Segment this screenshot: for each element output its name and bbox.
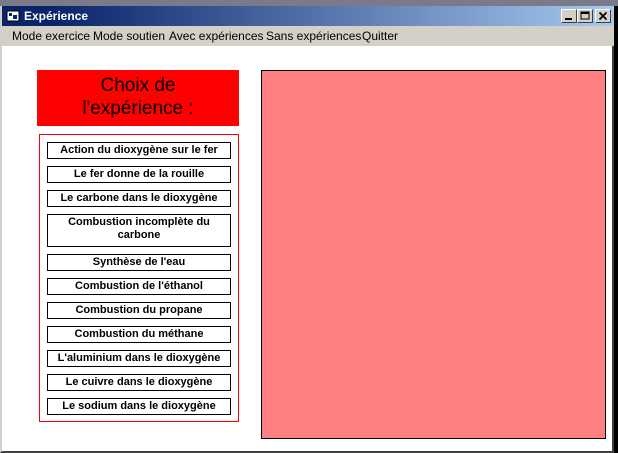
experiment-button-combustion-propane[interactable]: Combustion du propane <box>47 302 231 319</box>
menu-mode-exercice[interactable]: Mode exercice <box>12 29 91 43</box>
experiment-button-dioxygene-fer[interactable]: Action du dioxygène sur le fer <box>47 142 231 159</box>
title-bar[interactable] <box>2 6 614 26</box>
minimize-button[interactable] <box>561 9 577 23</box>
experiment-button-fer-rouille[interactable]: Le fer donne de la rouille <box>47 166 231 183</box>
window-title: Expérience <box>24 9 89 23</box>
header-line-1: Choix de <box>100 75 176 96</box>
experiment-button-synthese-eau[interactable]: Synthèse de l'eau <box>47 254 231 271</box>
experiment-button-cuivre-dioxygene[interactable]: Le cuivre dans le dioxygène <box>47 374 231 391</box>
experiment-button-combustion-ethanol[interactable]: Combustion de l'éthanol <box>47 278 231 295</box>
app-window <box>0 6 614 453</box>
app-icon <box>6 9 20 23</box>
minimize-icon <box>562 10 576 22</box>
experiment-choice-header <box>37 70 239 126</box>
maximize-icon <box>578 10 592 22</box>
menu-avec-experiences[interactable]: Avec expériences <box>169 29 264 43</box>
experiment-display-area <box>261 70 606 439</box>
experiment-button-aluminium-dioxygene[interactable]: L'aluminium dans le dioxygène <box>47 350 231 367</box>
close-icon <box>596 10 610 22</box>
experiment-button-carbone-dioxygene[interactable]: Le carbone dans le dioxygène <box>47 190 231 207</box>
menu-sans-experiences[interactable]: Sans expériences <box>266 29 362 43</box>
experiment-list <box>39 134 239 422</box>
experiment-button-combustion-incomplete[interactable]: Combustion incomplète du carbone <box>47 214 231 247</box>
header-line-2: l'expérience : <box>82 98 194 119</box>
experiment-button-combustion-methane[interactable]: Combustion du méthane <box>47 326 231 343</box>
menu-bar <box>2 26 614 46</box>
close-button[interactable] <box>595 9 611 23</box>
experiment-button-sodium-dioxygene[interactable]: Le sodium dans le dioxygène <box>47 398 231 415</box>
menu-quitter[interactable]: Quitter <box>362 29 399 43</box>
menu-mode-soutien[interactable]: Mode soutien <box>93 29 166 43</box>
maximize-button[interactable] <box>577 9 593 23</box>
